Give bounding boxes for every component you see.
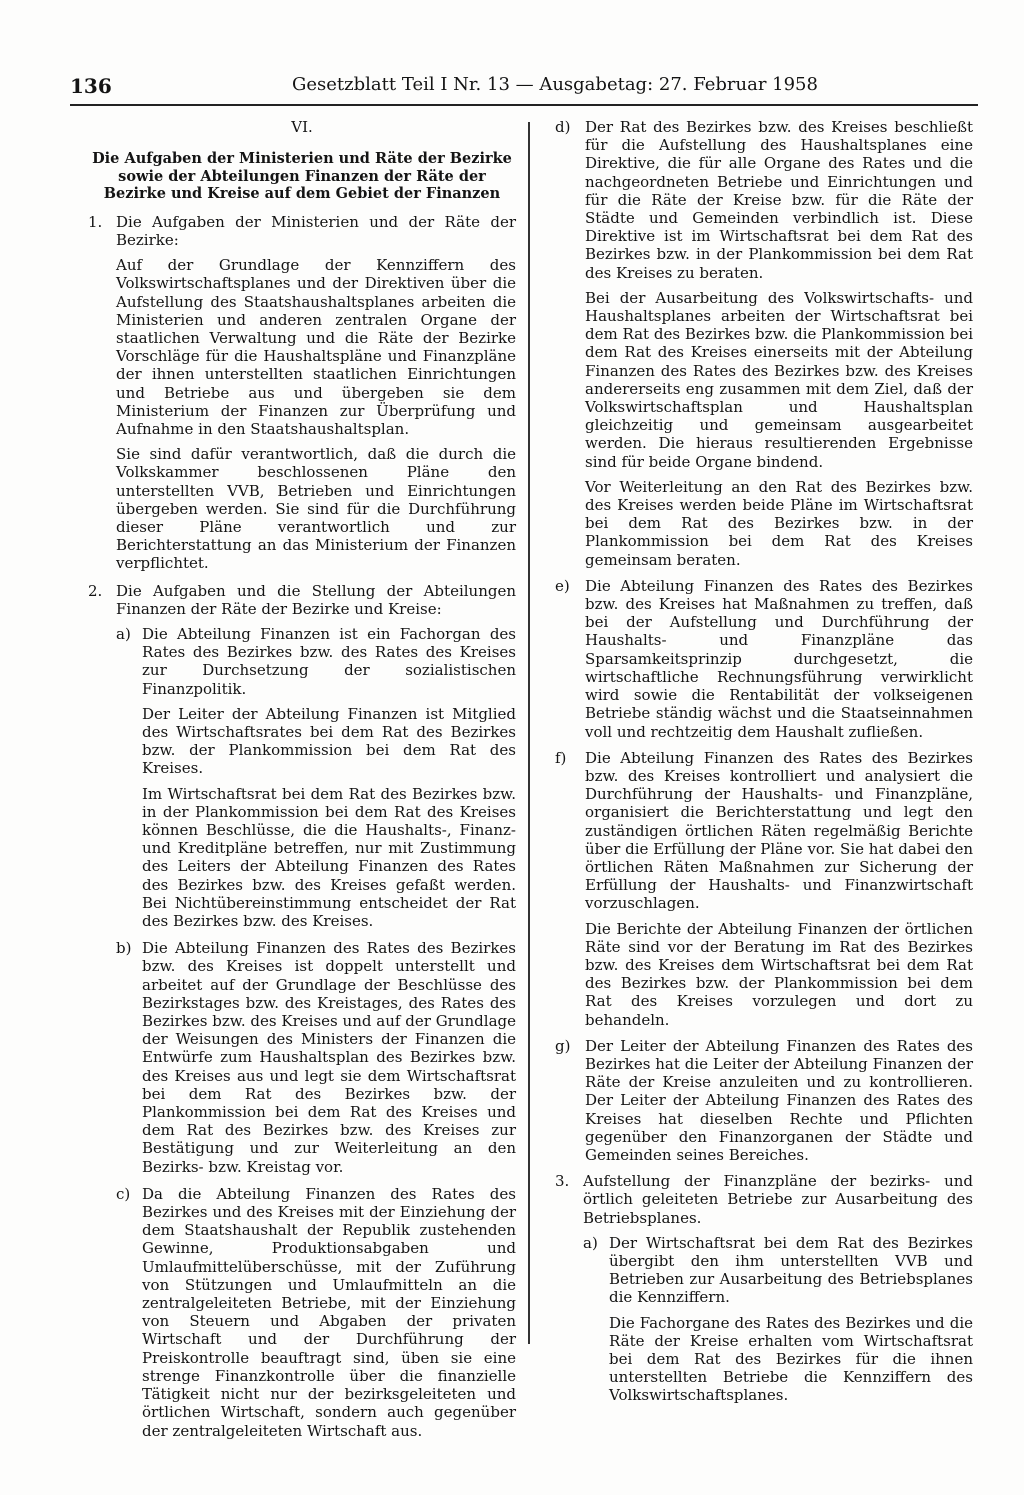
- paragraph: Die Abteilung Finanzen des Rates des Bezirkes bzw. des Kreises kontrolliert und analysiert die Durchführung der Haushalts- und Finanzpläne, organisiert die Berichterstattung und legt den zuständigen örtlichen Räten regelmäßig Berichte über die Erfüllung der Pläne vor. Sie hat dabei den örtlichen Räten Maßnahmen zur Sicherung der Erfüllung der Haushalts- und Finanzwirtschaft vorzuschlagen.: [585, 748, 973, 913]
- paragraph: Sie sind dafür verantwortlich, daß die durch die Volkskammer beschlossenen Pläne den unterstellten VVB, Betrieben und Einrichtungen übergeben werden. Sie sind für die Durchführung dieser Pläne verantwortlich und zur Berichterstattung an das Ministerium der Finanzen verpflichtet.: [116, 445, 516, 573]
- paragraph: Bei der Ausarbeitung des Volkswirtschafts- und Haushaltsplanes arbeiten der Wirtschaftsrat bei dem Rat des Bezirkes bzw. die Plankommission bei dem Rat des Kreises einerseits mit der Abteilung Finanzen des Rates des Bezirkes bzw. des Kreises andererseits eng zusammen mit dem Ziel, daß der Volkswirtschaftsplan und Haushaltsplan gleichzeitig und gemeinsam ausgearbeitet werden. Die hieraus resultierenden Ergebnisse sind für beide Organe bindend.: [585, 288, 973, 471]
- paragraph: Der Leiter der Abteilung Finanzen des Rates des Bezirkes hat die Leiter der Abteilung Finanzen der Räte der Kreise anzuleiten und zu kontrollieren. Der Leiter der Abteilung Finanzen des Rates des Kreises hat dieselben Rechte und Pflichten gegenüber den Finanzorganen der Städte und Gemeinden seines Bereiches.: [585, 1036, 973, 1164]
- subitem-label: e): [555, 576, 570, 595]
- subitem-label: g): [555, 1036, 571, 1055]
- page-number: 136: [70, 74, 112, 98]
- header-title: Gesetzblatt Teil I Nr. 13 — Ausgabetag: 27. Februar 1958: [292, 74, 818, 95]
- paragraph: Da die Abteilung Finanzen des Rates des Bezirkes und des Kreises mit der Einziehung der dem Staatshaushalt der Republik zustehenden Gewinne, Produktionsabgaben und Umlaufmittelüberschüsse, mit der Zuführung von Stützungen und Umlaufmitteln an die zentralgeleiteten Betriebe, mit der Einziehung von Steuern und Abgaben der privaten Wirtschaft und der Durchführung der Preiskontrolle beauftragt sind, üben sie eine strenge Finanzkontrolle über die finanzielle Tätigkeit nicht nur der bezirksgeleiteten und örtlichen Wirtschaft, sondern auch gegenüber der zentralgeleiteten Wirtschaft aus.: [142, 1184, 516, 1440]
- subitem-label: a): [116, 624, 131, 643]
- paragraph: Auf der Grundlage der Kennziffern des Volkswirtschaftsplanes und der Direktiven über die Aufstellung des Staatshaushaltsplanes arbeiten die Ministerien und anderen zentralen Organe der staatlichen Verwaltung und die Räte der Bezirke Vorschläge für die Haushaltspläne und Finanzpläne der ihnen unterstellten staatlichen Einrichtungen und Betriebe aus und übergeben sie dem Ministerium der Finanzen zur Überprüfung und Aufnahme in den Staatshaushaltsplan.: [116, 256, 516, 438]
- subitem-b: [116, 939, 516, 1176]
- subitem-a: [116, 625, 516, 930]
- column-divider: [528, 122, 530, 1344]
- subitem-label: f): [555, 748, 567, 767]
- subitem-label: c): [116, 1184, 131, 1203]
- subitem-label: d): [555, 118, 571, 136]
- item-title: Die Aufgaben der Ministerien und der Räte der Bezirke:: [116, 212, 516, 249]
- subitem-label: b): [116, 939, 132, 958]
- paragraph: Der Leiter der Abteilung Finanzen ist Mitglied des Wirtschaftsrates bei dem Rat des Bezirkes bzw. der Plankommission bei dem Rat des Kreises.: [142, 704, 516, 778]
- paragraph: Im Wirtschaftsrat bei dem Rat des Bezirkes bzw. in der Plankommission bei dem Rat des Kreises können Beschlüsse, die die Haushalts-, Finanz- und Kreditpläne betreffen, nur mit Zustimmung des Leiters der Abteilung Finanzen des Rates des Bezirkes bzw. des Kreises gefaßt werden. Bei Nichtübereinstimmung entscheidet der Rat des Bezirkes bzw. des Kreises.: [142, 784, 516, 931]
- subitem-g: [555, 1037, 973, 1164]
- subitem-e: [555, 577, 973, 741]
- section-heading: Die Aufgaben der Ministerien und Räte der Bezirke sowie der Abteilungen Finanzen der Räte der Bezirke und Kreise auf dem Gebiet der Finanzen: [92, 150, 512, 203]
- paragraph: Vor Weiterleitung an den Rat des Bezirkes bzw. des Kreises werden beide Pläne im Wirtschaftsrat bei dem Rat des Bezirkes bzw. in der Plankommission bei dem Rat des Kreises gemeinsam beraten.: [585, 477, 973, 569]
- item-1: [88, 213, 516, 573]
- paragraph: Die Abteilung Finanzen ist ein Fachorgan des Rates des Bezirkes bzw. des Rates des Kreises zur Durchsetzung der sozialistischen Finanzpolitik.: [142, 624, 516, 698]
- section-number: VI.: [291, 118, 313, 136]
- right-column: [555, 118, 973, 1414]
- left-column: [88, 118, 516, 1449]
- subitem-3a: [583, 1234, 973, 1405]
- paragraph: Die Abteilung Finanzen des Rates des Bezirkes bzw. des Kreises ist doppelt unterstellt und arbeitet auf der Grundlage der Beschlüsse des Bezirkstages bzw. des Kreistages, des Rates des Bezirkes bzw. des Kreises und auf der Grundlage der Weisungen des Ministers der Finanzen die Entwürfe zum Haushaltsplan des Bezirkes bzw. des Kreises aus und legt sie dem Wirtschaftsrat bei dem Rat des Bezirkes bzw. der Plankommission bei dem Rat des Kreises und dem Rat des Bezirkes bzw. des Kreises zur Bestätigung und zur Weiterleitung an den Bezirks- bzw. Kreistag vor.: [142, 939, 516, 1176]
- item-title: Die Aufgaben und die Stellung der Abteilungen Finanzen der Räte der Bezirke und Kreise:: [116, 581, 516, 618]
- paragraph: Der Wirtschaftsrat bei dem Rat des Bezirkes übergibt den ihm unterstellten VVB und Betrieben zur Ausarbeitung des Betriebsplanes die Kennziffern.: [609, 1233, 973, 1307]
- paragraph: Die Berichte der Abteilung Finanzen der örtlichen Räte sind vor der Beratung im Rat des Bezirkes bzw. des Kreises dem Wirtschaftsrat bei dem Rat des Bezirkes bzw. der Plankommission bei dem Rat des Kreises vorzulegen und dort zu behandeln.: [585, 919, 973, 1029]
- paragraph: Die Abteilung Finanzen des Rates des Bezirkes bzw. des Kreises hat Maßnahmen zu treffen, daß bei der Aufstellung und Durchführung der Haushalts- und Finanzpläne das Sparsamkeitsprinzip durchgesetzt, die wirtschaftliche Rechnungsführung verwirklicht wird sowie die Rentabilität der volkseigenen Betriebe ständig wächst und die Staatseinnahmen voll und rechtzeitig dem Haushalt zufließen.: [585, 576, 973, 741]
- item-3: [555, 1172, 973, 1404]
- subitem-f: [555, 749, 973, 1029]
- subitem-d: [555, 118, 973, 569]
- item-label: 2.: [88, 581, 103, 600]
- paragraph: Der Rat des Bezirkes bzw. des Kreises beschließt für die Aufstellung des Haushaltsplanes eine Direktive, die für alle Organe des Rates und die nachgeordneten Betriebe und Einrichtungen und für die Räte der Kreise bzw. für die Räte der Städte und Gemeinden verbindlich ist. Diese Direktive ist im Wirtschaftsrat bei dem Rat des Bezirkes bzw. in der Plankommission bei dem Rat des Kreises zu beraten.: [585, 118, 973, 282]
- subitem-c: [116, 1185, 516, 1440]
- subitem-label: a): [583, 1233, 598, 1252]
- header-rule: [70, 104, 978, 106]
- item-title: Aufstellung der Finanzpläne der bezirks- und örtlich geleiteten Betriebe zur Ausarbeitung des Betriebsplanes.: [583, 1172, 973, 1227]
- page-header: [70, 74, 970, 104]
- item-label: 1.: [88, 212, 103, 231]
- item-2: [88, 582, 516, 1440]
- paragraph: Die Fachorgane des Rates des Bezirkes und die Räte der Kreise erhalten vom Wirtschaftsrat bei dem Rat des Bezirkes für die ihnen unterstellten Betriebe die Kennziffern des Volkswirtschaftsplanes.: [609, 1313, 973, 1405]
- item-label: 3.: [555, 1172, 570, 1191]
